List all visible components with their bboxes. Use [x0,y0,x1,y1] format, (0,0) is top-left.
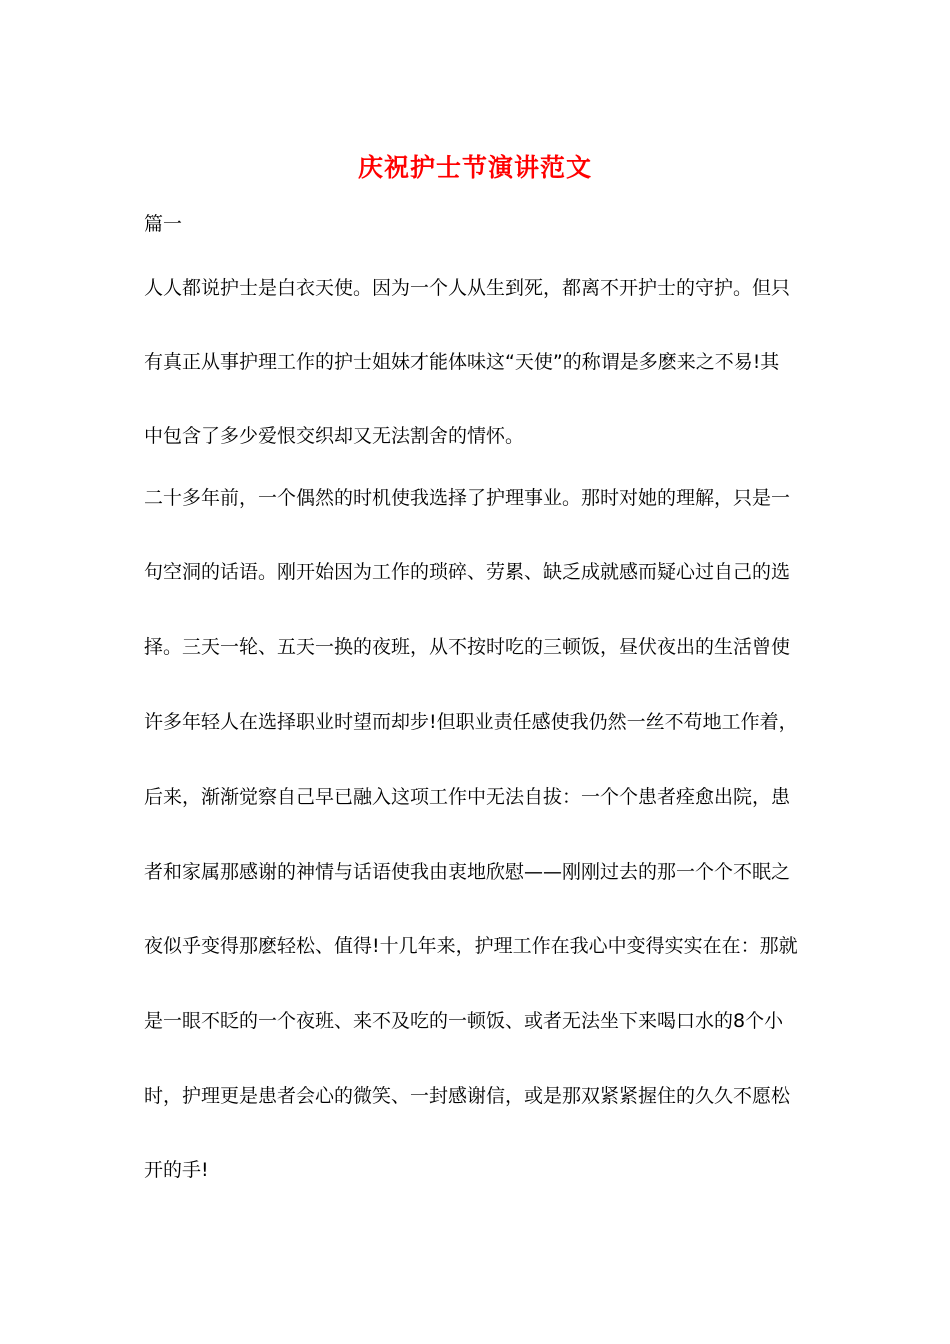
paragraph-line-10: 夜似乎变得那麽轻松、值得!十几年来，护理工作在我心中变得实实在在：那就 [144,935,798,957]
paragraph-line-9: 者和家属那感谢的神情与话语使我由衷地欣慰——刚刚过去的那一个个不眠之 [144,861,791,883]
paragraph-line-8: 后来，渐渐觉察自己早已融入这项工作中无法自拔：一个个患者痊愈出院，患 [144,786,791,808]
section-label: 篇一 [144,213,183,235]
document-title: 庆祝护士节演讲范文 [357,153,592,182]
paragraph-line-4: 二十多年前，一个偶然的时机使我选择了护理事业。那时对她的理解，只是一 [144,487,791,509]
paragraph-line-1: 人人都说护士是白衣天使。因为一个人从生到死，都离不开护士的守护。但只 [144,277,791,299]
paragraph-line-7: 许多年轻人在选择职业时望而却步!但职业责任感使我仍然一丝不苟地工作着， [144,711,798,733]
paragraph-line-11: 是一眼不眨的一个夜班、来不及吃的一顿饭、或者无法坐下来喝口水的8个小 [144,1010,784,1032]
paragraph-line-2: 有真正从事护理工作的护士姐妹才能体味这“天使”的称谓是多麽来之不易!其 [144,351,780,373]
paragraph-line-6: 择。三天一轮、五天一换的夜班，从不按时吃的三顿饭，昼伏夜出的生活曾使 [144,636,791,658]
paragraph-line-3: 中包含了多少爱恨交织却又无法割舍的情怀。 [144,425,525,447]
paragraph-line-5: 句空洞的话语。刚开始因为工作的琐碎、劳累、缺乏成就感而疑心过自己的选 [144,561,791,583]
paragraph-line-12: 时，护理更是患者会心的微笑、一封感谢信，或是那双紧紧握住的久久不愿松 [144,1085,791,1107]
paragraph-line-13: 开的手! [144,1159,209,1181]
